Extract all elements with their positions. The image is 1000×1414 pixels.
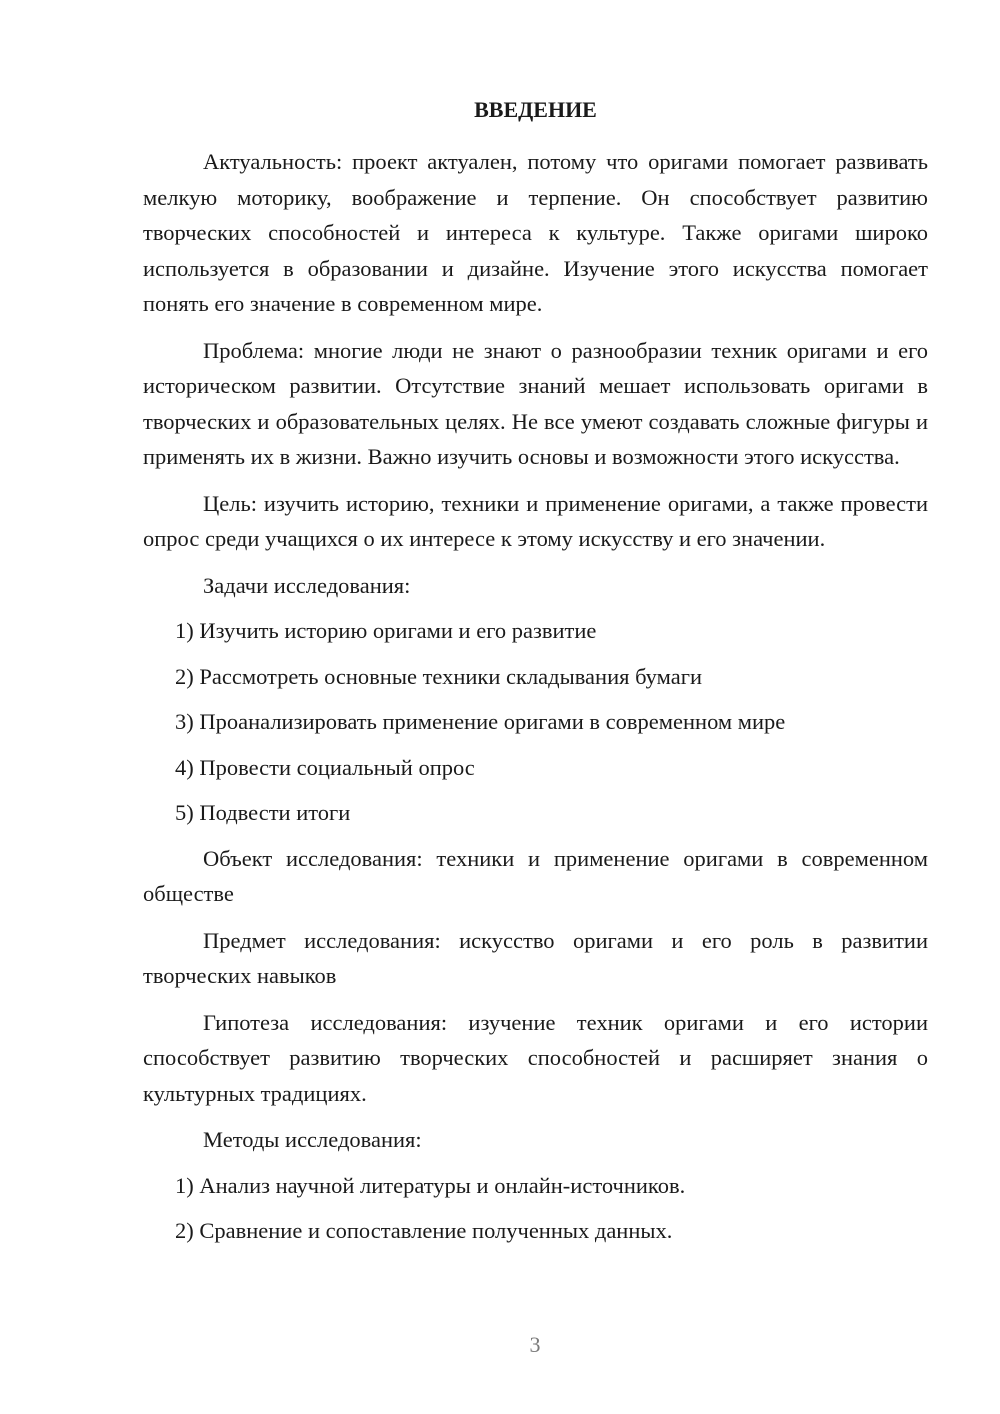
relevance-paragraph: Актуальность: проект актуален, потому что оригами помогает развивать мелкую моторику, воображение и терпение. Он способствует развитию творческих способностей и интереса к культуре. Также оригами широко используется в образовании и дизайне. Изучение этого искусства помогает понять его значение в современном мире. (143, 149, 928, 316)
method-item: 2) Сравнение и сопоставление полученных данных. (175, 1218, 673, 1243)
task-item: 4) Провести социальный опрос (175, 754, 475, 780)
task-item: 3) Проанализировать применение оригами в современном мире (175, 709, 786, 734)
subject-paragraph: Предмет исследования: искусство оригами и его роль в развитии творческих навыков (143, 927, 928, 988)
document-body (143, 92, 928, 1259)
object-paragraph: Объект исследования: техники и применение оригами в современном обществе (143, 845, 928, 906)
page-number: 3 (529, 1332, 541, 1357)
section-title: ВВЕДЕНИЕ (474, 97, 597, 122)
tasks-label: Задачи исследования: (203, 572, 411, 598)
task-item: 5) Подвести итоги (175, 800, 351, 825)
task-item: 2) Рассмотреть основные техники складывания бумаги (175, 663, 702, 689)
methods-label: Методы исследования: (203, 1127, 422, 1152)
hypothesis-paragraph: Гипотеза исследования: изучение техник оригами и его истории способствует развитию творческих способностей и расширяет знания о культурных традициях. (143, 1009, 928, 1106)
task-item: 1) Изучить историю оригами и его развитие (175, 618, 597, 643)
problem-paragraph: Проблема: многие люди не знают о разнообразии техник оригами и его историческом развитии. Отсутствие знаний мешает использовать оригами в творческих и образовательных целях. Не все умеют создавать сложные фигуры и применять их в жизни. Важно изучить основы и возможности этого искусства. (143, 337, 928, 469)
method-item: 1) Анализ научной литературы и онлайн-источников. (175, 1172, 686, 1198)
goal-paragraph: Цель: изучить историю, техники и применение оригами, а также провести опрос среди учащихся о их интересе к этому искусству и его значении. (143, 490, 928, 551)
